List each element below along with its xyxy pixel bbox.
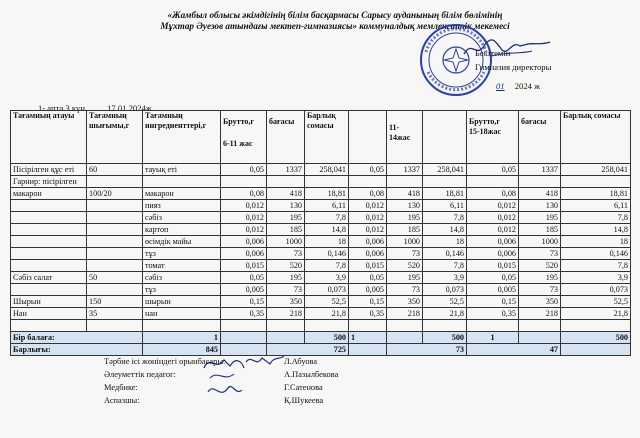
table-cell — [143, 320, 221, 332]
table-cell: 7,8 — [423, 260, 467, 272]
footer-role: Медбике: — [104, 383, 138, 392]
footer-block — [104, 355, 404, 407]
table-cell: 0,006 — [349, 236, 387, 248]
table-cell — [87, 284, 143, 296]
total-v1: 845 — [143, 344, 221, 356]
col-age-2: 11-14жас — [387, 111, 423, 164]
menu-table-header — [11, 111, 631, 164]
footer-row — [104, 381, 404, 394]
table-cell: 73 — [519, 248, 561, 260]
approval-date — [496, 81, 540, 91]
table-cell: 21,8 — [423, 308, 467, 320]
table-cell: 130 — [387, 200, 423, 212]
table-cell — [11, 200, 87, 212]
table-cell: 14,8 — [305, 224, 349, 236]
table-cell: 3,9 — [305, 272, 349, 284]
table-cell — [423, 320, 467, 332]
table-cell: 7,8 — [305, 260, 349, 272]
table-cell: 0,015 — [349, 260, 387, 272]
table-cell: 18,81 — [423, 188, 467, 200]
table-cell — [87, 260, 143, 272]
table-cell: 60 — [87, 164, 143, 176]
table-row — [11, 212, 631, 224]
table-row — [11, 260, 631, 272]
table-cell — [221, 176, 267, 188]
table-cell: 0,012 — [467, 200, 519, 212]
table-cell: 7,8 — [561, 260, 631, 272]
col-gross-2 — [349, 111, 387, 164]
empty-cell — [221, 332, 267, 344]
table-cell: 18 — [561, 236, 631, 248]
table-cell: 0,012 — [349, 212, 387, 224]
table-cell: 350 — [387, 296, 423, 308]
total-v2: 725 — [267, 344, 349, 356]
total-v3: 73 — [387, 344, 467, 356]
table-cell: 0,005 — [467, 284, 519, 296]
table-cell: 18,81 — [561, 188, 631, 200]
col-ingredients: Тағамның ингредиенттері,г — [143, 111, 221, 164]
table-cell: 14,8 — [561, 224, 631, 236]
table-cell: 0,05 — [349, 272, 387, 284]
table-cell: нан — [143, 308, 221, 320]
table-cell: 0,006 — [467, 248, 519, 260]
table-cell: 0,05 — [467, 164, 519, 176]
table-cell: 0,012 — [467, 212, 519, 224]
table-cell: 7,8 — [305, 212, 349, 224]
per-child-v1: 1 — [143, 332, 221, 344]
table-cell — [467, 176, 519, 188]
table-cell — [387, 320, 423, 332]
table-cell: 258,041 — [305, 164, 349, 176]
table-cell: 73 — [267, 284, 305, 296]
table-cell: 0,35 — [221, 308, 267, 320]
col-sum-1: Барлық сомасы — [305, 111, 349, 164]
col-gross-1-label: Брутто,г — [223, 117, 255, 126]
table-cell: Нан — [11, 308, 87, 320]
header-line-2: Мұхтар Әуезов атындағы мектеп-гимназиясы» коммуналдық мемлекеттік мекемесі — [160, 21, 510, 31]
table-row — [11, 308, 631, 320]
table-row — [11, 224, 631, 236]
table-cell: 1000 — [519, 236, 561, 248]
table-cell: 0,073 — [305, 284, 349, 296]
table-cell: тұз — [143, 248, 221, 260]
table-cell: 195 — [267, 272, 305, 284]
table-cell: 195 — [387, 272, 423, 284]
table-cell — [87, 224, 143, 236]
table-cell: 195 — [387, 212, 423, 224]
empty-cell — [267, 332, 305, 344]
table-cell: 0,05 — [221, 272, 267, 284]
table-cell — [11, 224, 87, 236]
table-cell: 0,073 — [423, 284, 467, 296]
table-cell: 18,81 — [305, 188, 349, 200]
table-row — [11, 248, 631, 260]
table-cell — [143, 176, 221, 188]
table-cell: 418 — [519, 188, 561, 200]
table-cell: 0,08 — [221, 188, 267, 200]
menu-table-totals — [11, 332, 631, 356]
table-cell — [267, 320, 305, 332]
total-v4: 47 — [467, 344, 561, 356]
table-cell — [561, 320, 631, 332]
table-cell: Гарнир: пісірілген — [11, 176, 87, 188]
table-row — [11, 200, 631, 212]
table-cell: 0,015 — [467, 260, 519, 272]
table-cell: 6,11 — [561, 200, 631, 212]
empty-cell — [387, 332, 423, 344]
footer-row — [104, 368, 404, 381]
per-child-v3: 1 — [349, 332, 387, 344]
table-cell: 185 — [267, 224, 305, 236]
table-cell: 418 — [267, 188, 305, 200]
table-cell: 100/20 — [87, 188, 143, 200]
table-cell: 0,15 — [467, 296, 519, 308]
table-cell: 73 — [387, 284, 423, 296]
table-cell: 218 — [387, 308, 423, 320]
footer-name: Г.Сатенова — [284, 383, 323, 392]
col-gross-3-label: Брутто,г — [469, 117, 501, 126]
table-row — [11, 296, 631, 308]
table-cell — [11, 236, 87, 248]
table-cell: 218 — [519, 308, 561, 320]
table-cell — [387, 176, 423, 188]
table-cell — [305, 176, 349, 188]
table-cell: 0,012 — [221, 224, 267, 236]
week-label: 1- апта 3 күн — [38, 103, 85, 113]
table-cell: 18 — [305, 236, 349, 248]
table-cell: 52,5 — [305, 296, 349, 308]
table-row — [11, 236, 631, 248]
per-child-v5: 1 — [467, 332, 519, 344]
table-cell: томат — [143, 260, 221, 272]
table-cell: 520 — [519, 260, 561, 272]
approval-date-year: 2024 ж — [514, 81, 541, 91]
table-cell: 0,146 — [561, 248, 631, 260]
table-cell: 0,012 — [221, 212, 267, 224]
table-cell: 520 — [267, 260, 305, 272]
table-cell — [561, 176, 631, 188]
footer-role: Аспазшы: — [104, 396, 140, 405]
total-row — [11, 344, 631, 356]
empty-cell — [561, 344, 631, 356]
table-row — [11, 188, 631, 200]
table-cell: 0,15 — [349, 296, 387, 308]
per-child-row — [11, 332, 631, 344]
table-cell: 52,5 — [423, 296, 467, 308]
table-cell: 3,9 — [561, 272, 631, 284]
table-cell — [467, 320, 519, 332]
table-cell: макарон — [143, 188, 221, 200]
table-cell: пияз — [143, 200, 221, 212]
table-cell — [87, 248, 143, 260]
header-line-1: «Жамбыл облысы әкімдігінің білім басқармасы Сарысу ауданының білім бөлімінің — [167, 10, 503, 20]
col-sum-3: Барлық сомасы — [561, 111, 631, 164]
table-cell — [519, 176, 561, 188]
empty-cell — [519, 332, 561, 344]
table-cell — [305, 320, 349, 332]
table-row — [11, 320, 631, 332]
table-cell — [423, 176, 467, 188]
week-date: 17.01.2024ж — [107, 103, 152, 113]
col-age-1: 6-11 жас — [223, 139, 253, 148]
table-cell: 0,05 — [349, 164, 387, 176]
table-cell: 0,08 — [349, 188, 387, 200]
table-cell: тауық еті — [143, 164, 221, 176]
table-cell: Шырын — [11, 296, 87, 308]
table-cell: 0,05 — [467, 272, 519, 284]
table-cell: Пісірілген құс еті — [11, 164, 87, 176]
col-gross-1 — [221, 111, 267, 164]
table-cell: 21,8 — [305, 308, 349, 320]
table-cell: тұз — [143, 284, 221, 296]
table-cell — [519, 320, 561, 332]
footer-row — [104, 355, 404, 368]
table-cell: 3,9 — [423, 272, 467, 284]
table-cell: 150 — [87, 296, 143, 308]
table-cell: 0,15 — [221, 296, 267, 308]
approval-position: Гимназия директоры — [475, 62, 552, 72]
table-cell: шырын — [143, 296, 221, 308]
table-cell: 350 — [267, 296, 305, 308]
table-cell: 185 — [519, 224, 561, 236]
footer-name: А.Пазылбекова — [284, 370, 339, 379]
table-cell: 350 — [519, 296, 561, 308]
table-cell: 195 — [519, 272, 561, 284]
table-cell: 258,041 — [423, 164, 467, 176]
approval-label: Бекітемін — [475, 48, 511, 58]
footer-name: Л.Абуова — [284, 357, 318, 366]
table-cell — [87, 212, 143, 224]
table-cell: 418 — [387, 188, 423, 200]
footer-name: Қ.Шукеева — [284, 396, 324, 405]
table-cell: 6,11 — [423, 200, 467, 212]
table-cell — [11, 248, 87, 260]
table-cell: Сәбіз салат — [11, 272, 87, 284]
table-cell: 195 — [267, 212, 305, 224]
table-cell: 0,006 — [221, 248, 267, 260]
table-cell: 73 — [387, 248, 423, 260]
total-label: Барлығы: — [11, 344, 143, 356]
table-cell: 7,8 — [423, 212, 467, 224]
table-cell: 0,08 — [467, 188, 519, 200]
table-cell: 73 — [267, 248, 305, 260]
table-cell: 21,8 — [561, 308, 631, 320]
table-cell: 0,012 — [221, 200, 267, 212]
table-cell: 0,35 — [349, 308, 387, 320]
table-row — [11, 176, 631, 188]
table-cell: 0,35 — [467, 308, 519, 320]
per-child-label: Бір балаға: — [11, 332, 143, 344]
table-cell: 520 — [387, 260, 423, 272]
table-cell: 0,006 — [467, 236, 519, 248]
table-cell: 1337 — [267, 164, 305, 176]
table-cell: 1337 — [387, 164, 423, 176]
table-cell — [221, 320, 267, 332]
table-cell: 0,073 — [561, 284, 631, 296]
table-cell — [11, 284, 87, 296]
table-cell: 18 — [423, 236, 467, 248]
empty-cell — [349, 344, 387, 356]
table-cell: 195 — [519, 212, 561, 224]
table-cell: 0,012 — [349, 200, 387, 212]
menu-table-body — [11, 164, 631, 332]
table-cell: 0,005 — [221, 284, 267, 296]
per-child-v6: 500 — [561, 332, 631, 344]
approval-block — [425, 46, 625, 74]
table-cell: 130 — [519, 200, 561, 212]
table-row — [11, 272, 631, 284]
table-cell: 52,5 — [561, 296, 631, 308]
table-cell: 258,041 — [561, 164, 631, 176]
table-cell: 0,012 — [349, 224, 387, 236]
table-cell — [267, 176, 305, 188]
table-cell: 14,8 — [423, 224, 467, 236]
footer-role: Әлеуметтік педагог: — [104, 370, 176, 379]
table-cell: 0,05 — [221, 164, 267, 176]
table-cell — [87, 200, 143, 212]
table-cell: 0,015 — [221, 260, 267, 272]
table-cell: макарон — [11, 188, 87, 200]
table-cell: өсімдік майы — [143, 236, 221, 248]
col-portion: Тағамның шығымы,г — [87, 111, 143, 164]
table-cell: 0,006 — [221, 236, 267, 248]
table-cell: 130 — [267, 200, 305, 212]
per-child-v2: 500 — [305, 332, 349, 344]
table-cell: 0,006 — [349, 248, 387, 260]
table-cell — [349, 320, 387, 332]
table-cell — [87, 320, 143, 332]
table-cell: 73 — [519, 284, 561, 296]
table-cell — [11, 260, 87, 272]
table-cell: 0,005 — [349, 284, 387, 296]
menu-table — [10, 110, 631, 356]
footer-role: Тәрбие ісі жөніндегі орынбасары: — [104, 357, 226, 366]
table-cell: 0,012 — [467, 224, 519, 236]
table-cell: 7,8 — [561, 212, 631, 224]
table-cell — [11, 212, 87, 224]
table-cell: сәбіз — [143, 212, 221, 224]
table-cell: сәбіз — [143, 272, 221, 284]
per-child-v4: 500 — [423, 332, 467, 344]
approval-date-month: 01 — [496, 81, 505, 91]
table-cell — [349, 176, 387, 188]
table-cell: 1000 — [387, 236, 423, 248]
table-cell: картоп — [143, 224, 221, 236]
table-cell: 0,146 — [305, 248, 349, 260]
col-dish: Тағамның атауы — [11, 111, 87, 164]
col-age-3: 15-18жас — [469, 127, 502, 136]
table-cell: 35 — [87, 308, 143, 320]
table-cell — [87, 176, 143, 188]
table-cell: 50 — [87, 272, 143, 284]
col-price-1: бағасы — [267, 111, 305, 164]
table-row — [11, 284, 631, 296]
table-cell: 185 — [387, 224, 423, 236]
table-cell: 218 — [267, 308, 305, 320]
col-price-3: бағасы — [519, 111, 561, 164]
table-cell — [11, 320, 87, 332]
table-cell: 1337 — [519, 164, 561, 176]
table-cell: 0,146 — [423, 248, 467, 260]
table-cell — [87, 236, 143, 248]
col-gross-3 — [467, 111, 519, 164]
table-cell: 1000 — [267, 236, 305, 248]
footer-row — [104, 394, 404, 407]
col-sum-2 — [423, 111, 467, 164]
table-cell: 6,11 — [305, 200, 349, 212]
table-row — [11, 164, 631, 176]
